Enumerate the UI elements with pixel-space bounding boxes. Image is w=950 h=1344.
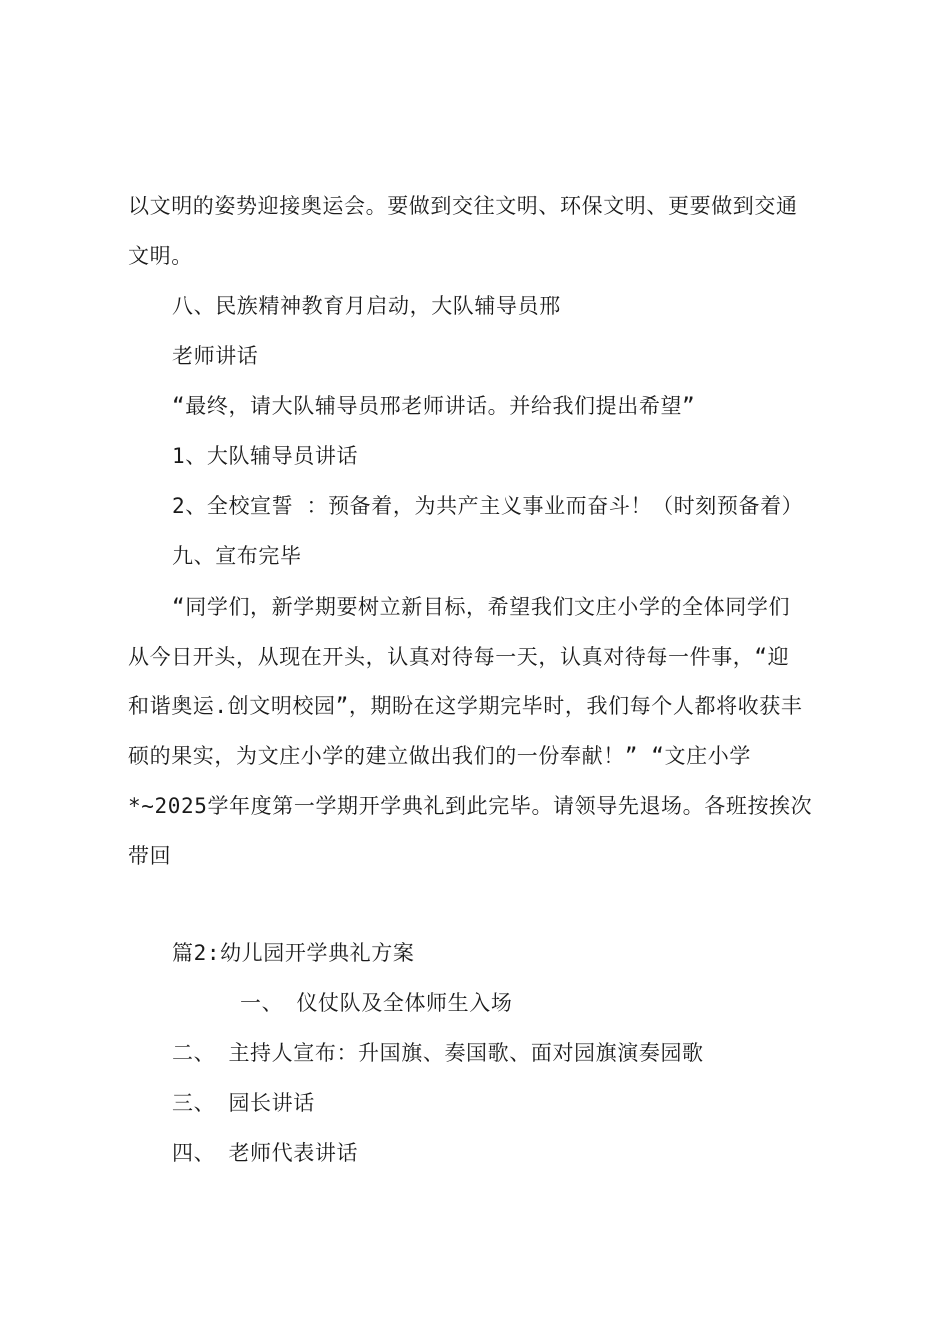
paragraph-line-1: 以文明的姿势迎接奥运会。要做到交往文明、环保文明、更要做到交通 xyxy=(128,194,798,218)
closing-paragraph-line-4: 硕的果实，为文庄小学的建立做出我们的一份奉献！” “文庄小学 xyxy=(128,744,751,768)
closing-paragraph-line-5: *~2025学年度第一学期开学典礼到此完毕。请领导先退场。各班按挨次 xyxy=(128,794,813,818)
section-heading-9: 九、宣布完毕 xyxy=(172,544,302,568)
section2-item-4: 四、 老师代表讲话 xyxy=(172,1141,359,1165)
closing-paragraph-line-2: 从今日开头，从现在开头，认真对待每一天，认真对待每一件事，“迎 xyxy=(128,645,790,669)
list-item-1: 1、大队辅导员讲话 xyxy=(172,444,359,468)
section-heading-8: 八、民族精神教育月启动，大队辅导员邢 xyxy=(172,294,561,318)
section-heading-8-cont: 老师讲话 xyxy=(172,344,259,368)
section2-item-2: 二、 主持人宣布：升国旗、奏国歌、面对园旗演奏园歌 xyxy=(172,1041,704,1065)
quote-line: “最终，请大队辅导员邢老师讲话。并给我们提出希望” xyxy=(172,394,696,418)
section2-item-1: 一、 仪仗队及全体师生入场 xyxy=(240,991,513,1015)
paragraph-line-2: 文明。 xyxy=(128,244,193,268)
list-item-2: 2、全校宣誓 ：预备着，为共产主义事业而奋斗！（时刻预备着） xyxy=(172,494,804,518)
section2-title: 篇2:幼儿园开学典礼方案 xyxy=(172,941,415,965)
closing-paragraph-line-3: 和谐奥运.创文明校园”，期盼在这学期完毕时，我们每个人都将收获丰 xyxy=(128,694,803,718)
closing-paragraph-line-1: “同学们，新学期要树立新目标，希望我们文庄小学的全体同学们 xyxy=(172,595,791,619)
closing-paragraph-line-6: 带回 xyxy=(128,844,172,868)
section2-item-3: 三、 园长讲话 xyxy=(172,1091,315,1115)
